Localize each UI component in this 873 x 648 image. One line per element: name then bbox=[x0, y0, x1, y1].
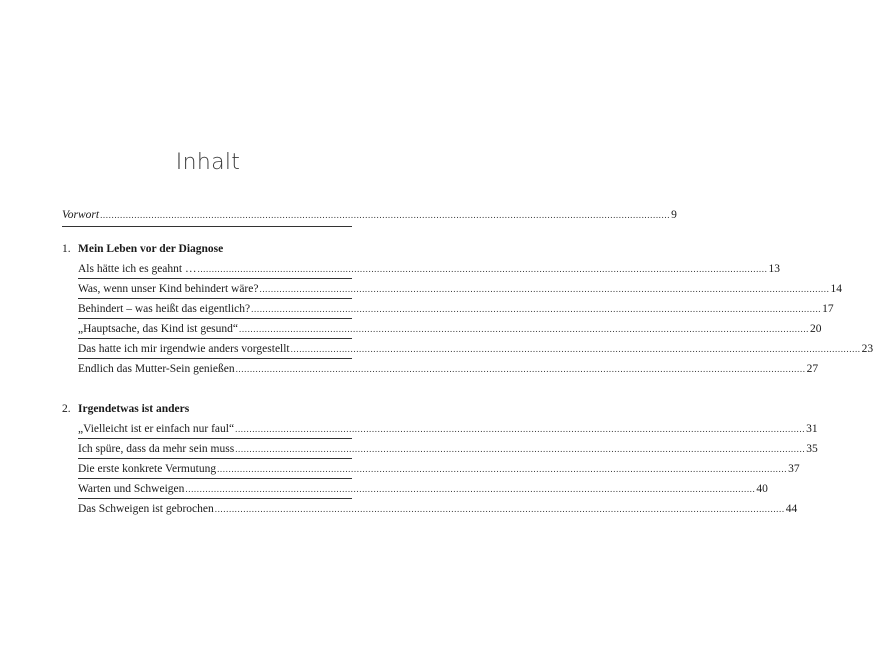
toc-entry-title: Was, wenn unser Kind behindert wäre? bbox=[78, 283, 259, 295]
toc-entry-page: 13 bbox=[768, 263, 780, 275]
toc-entry-title: „Hauptsache, das Kind ist gesund“ bbox=[78, 323, 239, 335]
toc-entry bbox=[78, 422, 818, 436]
divider bbox=[78, 498, 352, 499]
chapter-title: Mein Leben vor der Diagnose bbox=[78, 243, 224, 255]
divider bbox=[78, 318, 352, 319]
toc-entry bbox=[78, 282, 842, 296]
dot-leader: ........................................................................................................................................................................................................ bbox=[251, 304, 822, 314]
toc-entry-title: Die erste konkrete Vermutung bbox=[78, 463, 217, 475]
toc-entry-page: 9 bbox=[671, 209, 677, 221]
divider bbox=[78, 298, 352, 299]
toc-entry bbox=[78, 262, 780, 276]
divider bbox=[78, 458, 352, 459]
toc-entry bbox=[78, 342, 873, 356]
dot-leader: ........................................................................................................................................................................................................ bbox=[100, 210, 671, 220]
toc-entry bbox=[78, 302, 834, 316]
divider bbox=[78, 278, 352, 279]
chapter-number: 2. bbox=[62, 403, 71, 415]
page-title: Inhalt bbox=[175, 150, 241, 175]
toc-entry bbox=[78, 482, 768, 496]
divider bbox=[78, 438, 352, 439]
toc-entry bbox=[78, 462, 800, 476]
toc-entry-page: 20 bbox=[810, 323, 822, 335]
toc-entry bbox=[78, 362, 819, 376]
toc-entry bbox=[78, 322, 822, 336]
toc-entry-page: 37 bbox=[788, 463, 800, 475]
toc-entry-title: Ich spüre, dass da mehr sein muss bbox=[78, 443, 235, 455]
dot-leader: ........................................................................................................................................................................................................ bbox=[235, 444, 806, 454]
toc-entry-page: 31 bbox=[806, 423, 818, 435]
chapter-heading bbox=[62, 242, 223, 256]
dot-leader: ........................................................................................................................................................................................................ bbox=[235, 424, 806, 434]
toc-entry-page: 35 bbox=[806, 443, 818, 455]
toc-entry-page: 40 bbox=[756, 483, 768, 495]
toc-entry-page: 44 bbox=[785, 503, 798, 515]
toc-entry-title: Als hätte ich es geahnt … bbox=[78, 263, 197, 275]
toc-entry bbox=[78, 502, 798, 516]
divider bbox=[62, 226, 352, 227]
toc-entry-page: 23 bbox=[861, 343, 873, 355]
dot-leader: ........................................................................................................................................................................................................ bbox=[217, 464, 788, 474]
dot-leader: ........................................................................................................................................................................................................ bbox=[197, 264, 768, 274]
dot-leader: ........................................................................................................................................................................................................ bbox=[239, 324, 810, 334]
dot-leader: ........................................................................................................................................................................................................ bbox=[185, 484, 756, 494]
toc-entry-vorwort bbox=[62, 208, 677, 222]
toc-entry-title: Endlich das Mutter-Sein genießen bbox=[78, 363, 235, 375]
toc-entry-page: 14 bbox=[830, 283, 842, 295]
toc-entry-title: Vorwort bbox=[62, 209, 100, 221]
chapter-number: 1. bbox=[62, 243, 71, 255]
chapter-heading bbox=[62, 402, 189, 416]
toc-entry-page: 17 bbox=[822, 303, 834, 315]
toc-entry-page: 27 bbox=[806, 363, 819, 375]
divider bbox=[78, 358, 352, 359]
toc-entry bbox=[78, 442, 818, 456]
dot-leader: ........................................................................................................................................................................................................ bbox=[290, 344, 861, 354]
chapter-title: Irgendetwas ist anders bbox=[78, 403, 190, 415]
toc-entry-title: Das hatte ich mir irgendwie anders vorgestellt bbox=[78, 343, 290, 355]
toc-entry-title: Behindert – was heißt das eigentlich? bbox=[78, 303, 251, 315]
toc-entry-title: Das Schweigen ist gebrochen bbox=[78, 503, 214, 515]
dot-leader: ........................................................................................................................................................................................................ bbox=[235, 364, 806, 374]
toc-entry-title: Warten und Schweigen bbox=[78, 483, 185, 495]
dot-leader: ........................................................................................................................................................................................................ bbox=[259, 284, 830, 294]
toc-entry-title: „Vielleicht ist er einfach nur faul“ bbox=[78, 423, 235, 435]
dot-leader: ........................................................................................................................................................................................................ bbox=[214, 504, 785, 514]
divider bbox=[78, 478, 352, 479]
divider bbox=[78, 338, 352, 339]
